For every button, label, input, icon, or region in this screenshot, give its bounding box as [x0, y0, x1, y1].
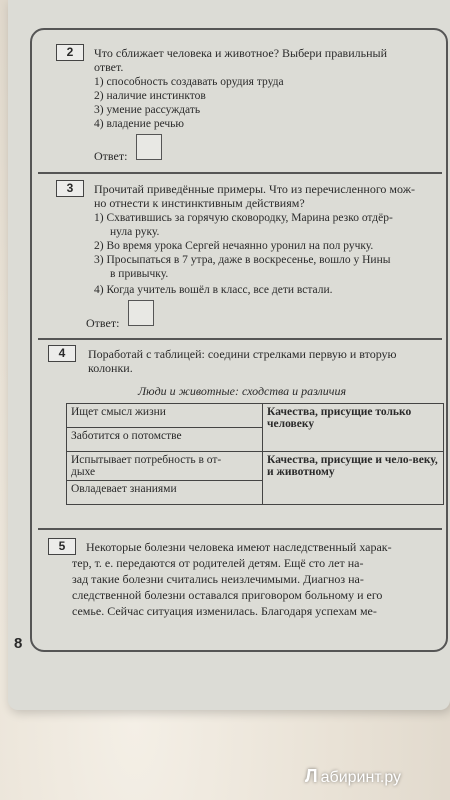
divider: [38, 338, 442, 340]
left-item-3-line-1: Испытывает потребность в от-: [71, 454, 222, 466]
question-2-option-4: 4) владение речью: [94, 118, 185, 130]
matching-table: [66, 403, 444, 505]
question-2-option-3: 3) умение рассуждать: [94, 104, 201, 116]
question-3-text-line-1: Прочитай приведённые примеры. Что из перечисленного мож-: [94, 182, 416, 196]
question-5-number: 5: [48, 538, 76, 555]
question-2-answer-box[interactable]: [136, 134, 162, 160]
divider: [38, 528, 442, 530]
workbook-page: [8, 0, 450, 710]
table-caption: Люди и животные: сходства и различия: [138, 384, 347, 398]
left-item-4[interactable]: Овладевает знаниями: [67, 481, 263, 505]
question-5-line-2: тер, т. е. передаются от родителей детям. Ещё сто лет на-: [72, 556, 364, 570]
question-2-option-1: 1) способность создавать орудия труда: [94, 76, 284, 88]
right-item-2[interactable]: Качества, присущие и чело-веку, и животному: [263, 452, 444, 505]
left-item-2[interactable]: Заботится о потомстве: [67, 428, 263, 452]
question-4-text-line-1: Поработай с таблицей: соедини стрелками первую и вторую: [88, 347, 397, 361]
question-3-answer-box[interactable]: [128, 300, 154, 326]
question-5-line-3: зад такие болезни считались неизлечимыми. Диагноз на-: [72, 572, 364, 586]
question-5-line-4: следственной болезни оставался приговором больному и его: [72, 588, 383, 602]
question-4-number: 4: [48, 345, 76, 362]
question-2-option-2: 2) наличие инстинктов: [94, 90, 206, 102]
question-3-answer-label: Ответ:: [86, 316, 120, 330]
question-3-option-1-cont: нула руку.: [110, 226, 160, 238]
labirint-logo-icon: Л: [305, 766, 318, 786]
site-watermark: [305, 766, 401, 787]
watermark-text: абиринт.ру: [320, 769, 402, 786]
question-3-option-3-cont: в привычку.: [110, 268, 169, 280]
left-item-3[interactable]: [67, 452, 263, 481]
page-number: 8: [14, 635, 23, 652]
left-item-1[interactable]: Ищет смысл жизни: [67, 404, 263, 428]
question-3-option-1: 1) Схватившись за горячую сковородку, Марина резко отдёр-: [94, 212, 393, 224]
divider: [38, 172, 442, 174]
left-item-3-line-2: дыхе: [71, 466, 96, 478]
right-item-1[interactable]: Качества, присущие только человеку: [263, 404, 444, 452]
question-3-option-2: 2) Во время урока Сергей нечаянно уронил на пол ручку.: [94, 240, 374, 252]
question-3-option-3: 3) Просыпаться в 7 утра, даже в воскресенье, вошло у Нины: [94, 254, 391, 266]
question-5-line-1: Некоторые болезни человека имеют наследственный харак-: [86, 540, 392, 554]
question-2-text-line-1: Что сближает человека и животное? Выбери правильный: [94, 46, 387, 60]
question-3-number: 3: [56, 180, 84, 197]
question-3-option-4: 4) Когда учитель вошёл в класс, все дети встали.: [94, 284, 333, 296]
question-2-answer-label: Ответ:: [94, 149, 128, 163]
question-2-number: 2: [56, 44, 84, 61]
question-5-line-5: семье. Сейчас ситуация изменилась. Благодаря успехам ме-: [72, 604, 377, 618]
question-2-text-line-2: ответ.: [94, 60, 124, 74]
question-3-text-line-2: но отнести к инстинктивным действиям?: [94, 196, 305, 210]
question-4-text-line-2: колонки.: [88, 361, 133, 375]
